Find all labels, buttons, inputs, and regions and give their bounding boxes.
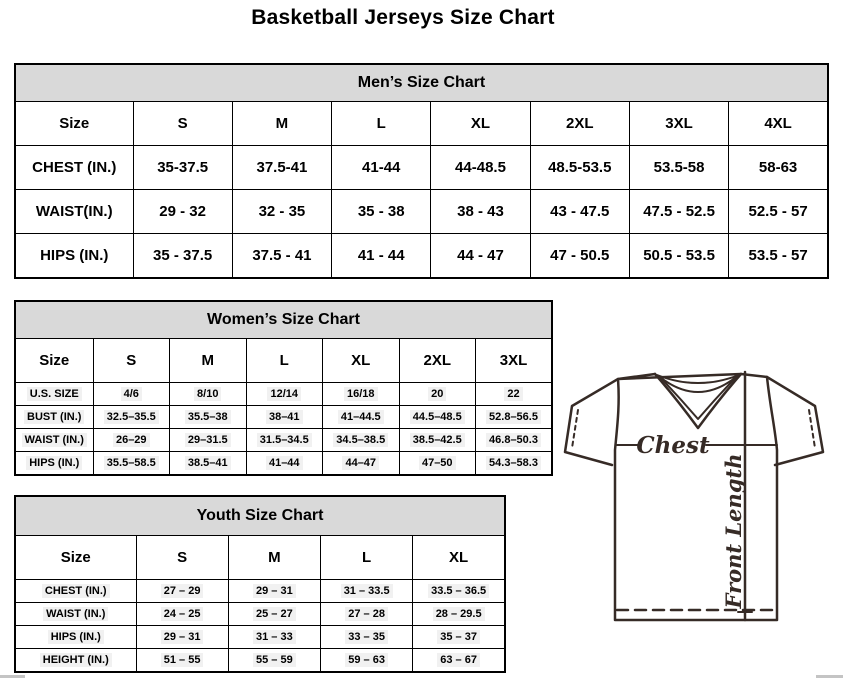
womens-value-cell: 35.5–58.5 bbox=[93, 452, 170, 476]
mens-value-cell: 41-44 bbox=[332, 146, 431, 190]
womens-row-label-waist-in: WAIST (IN.) bbox=[15, 429, 93, 452]
youth-row-hips-in bbox=[15, 626, 505, 649]
mens-col-m: M bbox=[232, 102, 331, 146]
mens-value-cell: 53.5 - 57 bbox=[729, 234, 828, 279]
mens-col-2xl: 2XL bbox=[530, 102, 629, 146]
youth-table-title: Youth Size Chart bbox=[15, 496, 505, 536]
womens-row-label-u-s-size: U.S. SIZE bbox=[15, 383, 93, 406]
youth-size-chart-table bbox=[14, 495, 506, 673]
youth-value-cell: 31 – 33 bbox=[228, 626, 320, 649]
womens-col-s: S bbox=[93, 339, 170, 383]
mens-value-cell: 35-37.5 bbox=[133, 146, 232, 190]
womens-col-2xl: 2XL bbox=[399, 339, 476, 383]
womens-value-cell: 16/18 bbox=[323, 383, 400, 406]
womens-row-bust-in bbox=[15, 406, 552, 429]
chest-label: Chest bbox=[636, 432, 710, 459]
youth-row-label-height-in: HEIGHT (IN.) bbox=[15, 649, 136, 673]
jersey-left-cuff-dashed-line bbox=[572, 410, 578, 448]
mens-row-chest-in bbox=[15, 146, 828, 190]
womens-value-cell: 29–31.5 bbox=[170, 429, 247, 452]
youth-value-cell: 27 – 28 bbox=[321, 603, 413, 626]
womens-value-cell: 4/6 bbox=[93, 383, 170, 406]
mens-table-title: Men’s Size Chart bbox=[15, 64, 828, 102]
youth-value-cell: 24 – 25 bbox=[136, 603, 228, 626]
mens-row-label-hips-in: HIPS (IN.) bbox=[15, 234, 133, 279]
womens-value-cell: 26–29 bbox=[93, 429, 170, 452]
womens-value-cell: 35.5–38 bbox=[170, 406, 247, 429]
youth-value-cell: 55 – 59 bbox=[228, 649, 320, 673]
mens-value-cell: 35 - 38 bbox=[332, 190, 431, 234]
youth-value-cell: 29 – 31 bbox=[228, 580, 320, 603]
youth-value-cell: 28 – 29.5 bbox=[413, 603, 505, 626]
youth-column-header-row bbox=[15, 536, 505, 580]
mens-size-chart-table bbox=[14, 63, 829, 279]
mens-column-header-row bbox=[15, 102, 828, 146]
mens-value-cell: 44 - 47 bbox=[431, 234, 530, 279]
jersey-left-sleeve bbox=[565, 379, 618, 465]
mens-col-3xl: 3XL bbox=[629, 102, 728, 146]
youth-value-cell: 27 – 29 bbox=[136, 580, 228, 603]
bottom-right-scrollbar-fragment bbox=[816, 675, 843, 678]
womens-col-xl: XL bbox=[323, 339, 400, 383]
womens-value-cell: 31.5–34.5 bbox=[246, 429, 323, 452]
youth-row-waist-in bbox=[15, 603, 505, 626]
womens-table-header-band bbox=[15, 301, 552, 339]
mens-value-cell: 41 - 44 bbox=[332, 234, 431, 279]
womens-row-u-s-size bbox=[15, 383, 552, 406]
womens-value-cell: 38.5–42.5 bbox=[399, 429, 476, 452]
womens-value-cell: 47–50 bbox=[399, 452, 476, 476]
womens-value-cell: 44–47 bbox=[323, 452, 400, 476]
mens-row-label-chest-in: CHEST (IN.) bbox=[15, 146, 133, 190]
youth-col-m: M bbox=[228, 536, 320, 580]
youth-value-cell: 63 – 67 bbox=[413, 649, 505, 673]
youth-col-s: S bbox=[136, 536, 228, 580]
womens-value-cell: 22 bbox=[476, 383, 553, 406]
youth-row-label-waist-in: WAIST (IN.) bbox=[15, 603, 136, 626]
mens-value-cell: 35 - 37.5 bbox=[133, 234, 232, 279]
youth-value-cell: 59 – 63 bbox=[321, 649, 413, 673]
womens-col-m: M bbox=[170, 339, 247, 383]
mens-col-l: L bbox=[332, 102, 431, 146]
front-length-label: Front Length bbox=[721, 453, 746, 609]
womens-col-l: L bbox=[246, 339, 323, 383]
womens-value-cell: 41–44.5 bbox=[323, 406, 400, 429]
mens-value-cell: 43 - 47.5 bbox=[530, 190, 629, 234]
mens-value-cell: 48.5-53.5 bbox=[530, 146, 629, 190]
youth-row-height-in bbox=[15, 649, 505, 673]
womens-value-cell: 41–44 bbox=[246, 452, 323, 476]
womens-column-header-row bbox=[15, 339, 552, 383]
mens-value-cell: 32 - 35 bbox=[232, 190, 331, 234]
womens-value-cell: 32.5–35.5 bbox=[93, 406, 170, 429]
womens-value-cell: 20 bbox=[399, 383, 476, 406]
womens-value-cell: 44.5–48.5 bbox=[399, 406, 476, 429]
page-title: Basketball Jerseys Size Chart bbox=[251, 6, 555, 29]
mens-value-cell: 58-63 bbox=[729, 146, 828, 190]
mens-row-label-waist-in: WAIST(IN.) bbox=[15, 190, 133, 234]
womens-value-cell: 52.8–56.5 bbox=[476, 406, 553, 429]
youth-col-size: Size bbox=[15, 536, 136, 580]
mens-value-cell: 53.5-58 bbox=[629, 146, 728, 190]
womens-table-title: Women’s Size Chart bbox=[15, 301, 552, 339]
womens-row-waist-in bbox=[15, 429, 552, 452]
jersey-outline-group bbox=[565, 372, 823, 620]
mens-col-s: S bbox=[133, 102, 232, 146]
youth-value-cell: 35 – 37 bbox=[413, 626, 505, 649]
mens-col-size: Size bbox=[15, 102, 133, 146]
mens-col-xl: XL bbox=[431, 102, 530, 146]
mens-value-cell: 50.5 - 53.5 bbox=[629, 234, 728, 279]
womens-value-cell: 12/14 bbox=[246, 383, 323, 406]
jersey-measurement-diagram bbox=[562, 366, 830, 624]
mens-row-hips-in bbox=[15, 234, 828, 279]
womens-size-chart-table bbox=[14, 300, 553, 476]
womens-value-cell: 38–41 bbox=[246, 406, 323, 429]
youth-col-l: L bbox=[321, 536, 413, 580]
jersey-right-cuff-dashed-line bbox=[809, 410, 815, 448]
youth-row-label-hips-in: HIPS (IN.) bbox=[15, 626, 136, 649]
womens-row-hips-in bbox=[15, 452, 552, 476]
womens-col-3xl: 3XL bbox=[476, 339, 553, 383]
youth-col-xl: XL bbox=[413, 536, 505, 580]
womens-value-cell: 54.3–58.3 bbox=[476, 452, 553, 476]
womens-row-label-hips-in: HIPS (IN.) bbox=[15, 452, 93, 476]
womens-col-size: Size bbox=[15, 339, 93, 383]
youth-value-cell: 25 – 27 bbox=[228, 603, 320, 626]
youth-value-cell: 33 – 35 bbox=[321, 626, 413, 649]
mens-value-cell: 47 - 50.5 bbox=[530, 234, 629, 279]
youth-value-cell: 31 – 33.5 bbox=[321, 580, 413, 603]
mens-value-cell: 47.5 - 52.5 bbox=[629, 190, 728, 234]
mens-value-cell: 52.5 - 57 bbox=[729, 190, 828, 234]
womens-value-cell: 34.5–38.5 bbox=[323, 429, 400, 452]
mens-value-cell: 44-48.5 bbox=[431, 146, 530, 190]
womens-row-label-bust-in: BUST (IN.) bbox=[15, 406, 93, 429]
youth-value-cell: 33.5 – 36.5 bbox=[413, 580, 505, 603]
mens-table-header-band bbox=[15, 64, 828, 102]
youth-value-cell: 51 – 55 bbox=[136, 649, 228, 673]
youth-value-cell: 29 – 31 bbox=[136, 626, 228, 649]
jersey-right-sleeve bbox=[767, 377, 823, 465]
mens-value-cell: 38 - 43 bbox=[431, 190, 530, 234]
mens-value-cell: 29 - 32 bbox=[133, 190, 232, 234]
womens-value-cell: 46.8–50.3 bbox=[476, 429, 553, 452]
bottom-left-scrollbar-fragment bbox=[0, 675, 25, 678]
youth-table-header-band bbox=[15, 496, 505, 536]
womens-value-cell: 38.5–41 bbox=[170, 452, 247, 476]
womens-value-cell: 8/10 bbox=[170, 383, 247, 406]
mens-value-cell: 37.5 - 41 bbox=[232, 234, 331, 279]
mens-col-4xl: 4XL bbox=[729, 102, 828, 146]
youth-row-chest-in bbox=[15, 580, 505, 603]
jersey-torso-outline bbox=[615, 374, 777, 620]
mens-row-waist-in bbox=[15, 190, 828, 234]
youth-row-label-chest-in: CHEST (IN.) bbox=[15, 580, 136, 603]
mens-value-cell: 37.5-41 bbox=[232, 146, 331, 190]
